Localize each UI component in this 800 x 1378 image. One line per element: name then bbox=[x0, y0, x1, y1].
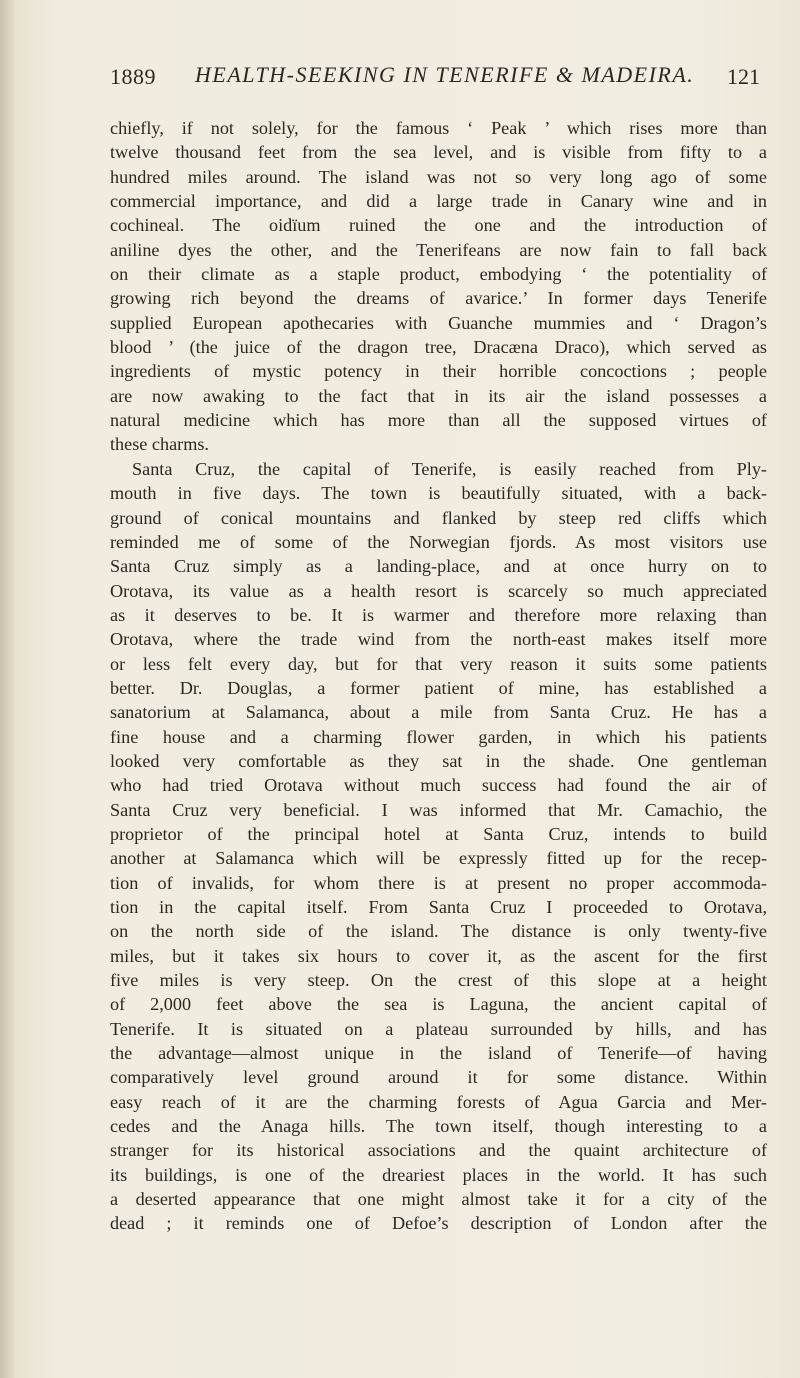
text-line: or less felt every day, but for that very reason it suits some patients bbox=[110, 653, 767, 674]
page-gutter bbox=[0, 0, 14, 1378]
text-line: dead ; it reminds one of Defoe’s description of London after the bbox=[110, 1213, 767, 1234]
text-line: twelve thousand feet from the sea level, and is visible from fifty to a bbox=[110, 142, 767, 163]
body-text bbox=[110, 116, 767, 1236]
header-year: 1889 bbox=[110, 64, 156, 89]
text-line: the advantage—almost unique in the island of Tenerife—of having bbox=[110, 1043, 767, 1064]
text-line: on their climate as a staple product, embodying ‘ the potentiality of bbox=[110, 264, 767, 285]
text-line: tion of invalids, for whom there is at present no proper accommoda- bbox=[110, 872, 767, 893]
header-title: HEALTH-SEEKING IN TENERIFE & MADEIRA. bbox=[195, 62, 695, 87]
text-line: miles, but it takes six hours to cover it, as the ascent for the first bbox=[110, 945, 767, 966]
text-line: on the north side of the island. The distance is only twenty-five bbox=[110, 921, 767, 942]
page-number: 121 bbox=[727, 64, 760, 89]
text-line: growing rich beyond the dreams of avarice.’ In former days Tenerife bbox=[110, 288, 767, 309]
text-line: ingredients of mystic potency in their horrible concoctions ; people bbox=[110, 361, 767, 382]
text-line: Orotava, its value as a health resort is scarcely so much appreciated bbox=[110, 580, 767, 601]
text-line: better. Dr. Douglas, a former patient of mine, has established a bbox=[110, 677, 767, 698]
text-line: reminded me of some of the Norwegian fjords. As most visitors use bbox=[110, 531, 767, 552]
text-line: hundred miles around. The island was not so very long ago of some bbox=[110, 166, 767, 187]
text-line: comparatively level ground around it for some distance. Within bbox=[110, 1067, 767, 1088]
text-line: ground of conical mountains and flanked by steep red cliffs which bbox=[110, 507, 767, 528]
text-line: fine house and a charming flower garden, in which his patients bbox=[110, 726, 767, 747]
text-line: cedes and the Anaga hills. The town itself, though interesting to a bbox=[110, 1116, 767, 1137]
text-line: sanatorium at Salamanca, about a mile from Santa Cruz. He has a bbox=[110, 702, 767, 723]
text-line: Santa Cruz, the capital of Tenerife, is easily reached from Ply- bbox=[132, 458, 767, 479]
text-line: Orotava, where the trade wind from the north-east makes itself more bbox=[110, 629, 767, 650]
text-line: Santa Cruz very beneficial. I was informed that Mr. Camachio, the bbox=[110, 799, 767, 820]
text-line: five miles is very steep. On the crest of this slope at a height bbox=[110, 970, 767, 991]
text-line: natural medicine which has more than all the supposed virtues of bbox=[110, 410, 767, 431]
text-line: as it deserves to be. It is warmer and therefore more relaxing than bbox=[110, 604, 767, 625]
text-line: looked very comfortable as they sat in the shade. One gentleman bbox=[110, 750, 767, 771]
text-line: aniline dyes the other, and the Tenerifeans are now fain to fall back bbox=[110, 239, 767, 260]
text-line: who had tried Orotava without much success had found the air of bbox=[110, 775, 767, 796]
text-line: a deserted appearance that one might almost take it for a city of the bbox=[110, 1189, 767, 1210]
text-line: mouth in five days. The town is beautifully situated, with a back- bbox=[110, 483, 767, 504]
text-line: are now awaking to the fact that in its air the island possesses a bbox=[110, 385, 767, 406]
text-line: blood ’ (the juice of the dragon tree, Dracæna Draco), which served as bbox=[110, 337, 767, 358]
text-line: proprietor of the principal hotel at Santa Cruz, intends to build bbox=[110, 823, 767, 844]
running-header bbox=[110, 56, 760, 96]
text-line: another at Salamanca which will be expressly fitted up for the recep- bbox=[110, 848, 767, 869]
text-line: supplied European apothecaries with Guanche mummies and ‘ Dragon’s bbox=[110, 312, 767, 333]
text-line: its buildings, is one of the dreariest places in the world. It has such bbox=[110, 1164, 767, 1185]
text-line: tion in the capital itself. From Santa Cruz I proceeded to Orotava, bbox=[110, 897, 767, 917]
text-line: commercial importance, and did a large trade in Canary wine and in bbox=[110, 191, 767, 212]
text-line: easy reach of it are the charming forests of Agua Garcia and Mer- bbox=[110, 1091, 767, 1112]
text-line: stranger for its historical associations and the quaint architecture of bbox=[110, 1140, 767, 1161]
text-line: Tenerife. It is situated on a plateau surrounded by hills, and has bbox=[110, 1018, 767, 1039]
text-line: of 2,000 feet above the sea is Laguna, the ancient capital of bbox=[110, 994, 767, 1015]
text-line: cochineal. The oidïum ruined the one and the introduction of bbox=[110, 215, 767, 236]
text-line: these charms. bbox=[110, 434, 209, 455]
text-line: chiefly, if not solely, for the famous ‘ Peak ’ which rises more than bbox=[110, 118, 767, 138]
text-line: Santa Cruz simply as a landing-place, and at once hurry on to bbox=[110, 556, 767, 577]
